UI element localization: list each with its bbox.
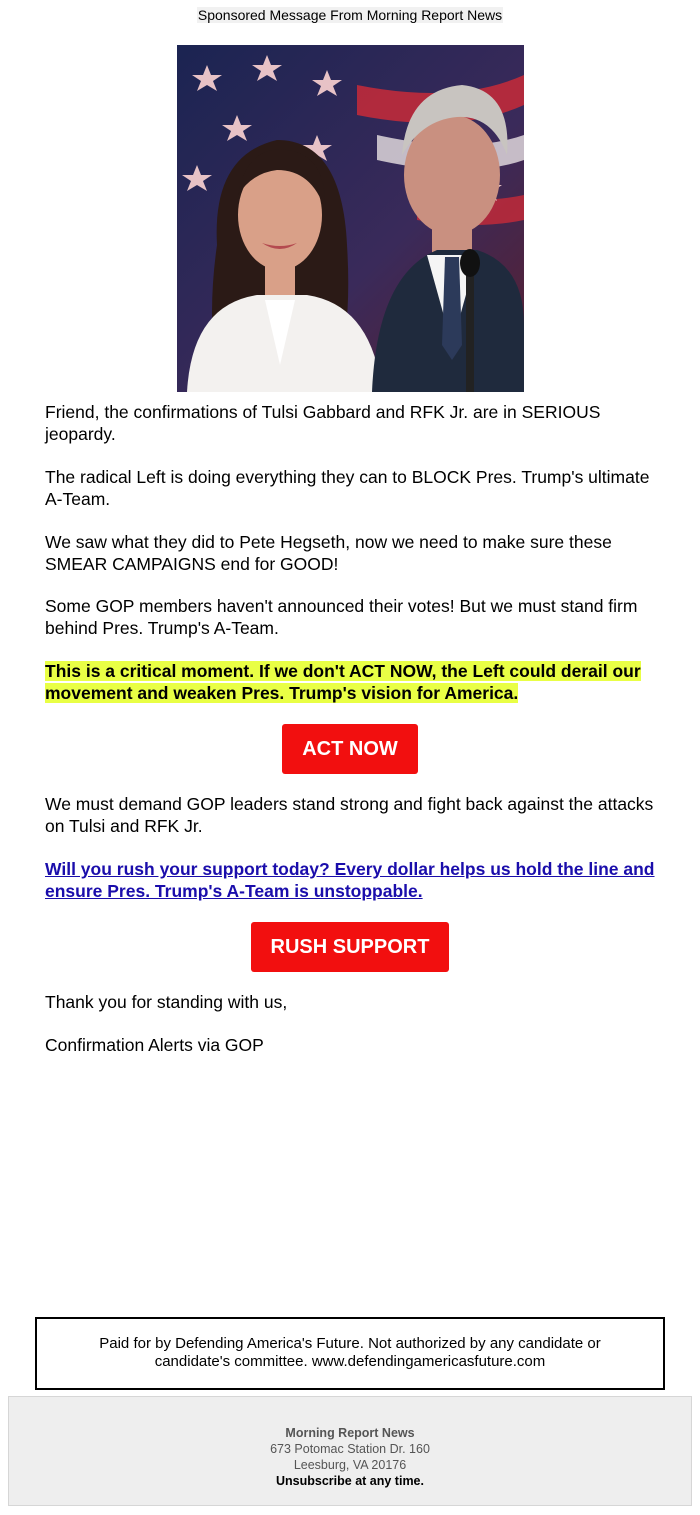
paragraph-critical-moment <box>45 661 665 704</box>
thanks-text: Thank you for standing with us, <box>45 992 288 1012</box>
footer-address-line2: Leesburg, VA 20176 <box>293 1458 407 1472</box>
hero-image[interactable] <box>177 45 524 392</box>
unsubscribe-link[interactable]: Unsubscribe at any time. <box>276 1474 424 1488</box>
footer-address-line1: 673 Potomac Station Dr. 160 <box>270 1442 430 1456</box>
disclaimer-text: Paid for by Defending America's Future. Not authorized by any candidate or candidate's committee. www.defendingamericasfuture.com <box>99 1335 601 1370</box>
signature-text: Confirmation Alerts via GOP <box>45 1035 264 1055</box>
paragraph-demand: We must demand GOP leaders stand strong and fight back against the attacks on Tulsi and RFK Jr. <box>45 794 654 836</box>
sponsor-line: Sponsored Message From Morning Report News <box>197 7 503 23</box>
paragraph-smear: We saw what they did to Pete Hegseth, now we need to make sure these SMEAR CAMPAIGNS end for GOOD! <box>45 532 612 574</box>
paragraph-support <box>45 859 665 902</box>
footer <box>8 1396 692 1506</box>
highlighted-text: This is a critical moment. If we don't ACT NOW, the Left could derail our movement and weaken Pres. Trump's vision for America. <box>45 661 641 703</box>
sponsor-banner <box>0 7 700 24</box>
footer-org-name: Morning Report News <box>285 1426 415 1440</box>
paragraph-intro: Friend, the confirmations of Tulsi Gabbard and RFK Jr. are in SERIOUS jeopardy. <box>45 402 601 444</box>
act-now-button[interactable]: ACT NOW <box>282 724 418 774</box>
paid-for-disclaimer <box>35 1317 665 1390</box>
rush-support-button[interactable]: RUSH SUPPORT <box>251 922 449 972</box>
paragraph-gop-votes: Some GOP members haven't announced their votes! But we must stand firm behind Pres. Trump's A-Team. <box>45 596 638 638</box>
paragraph-left-block: The radical Left is doing everything they can to BLOCK Pres. Trump's ultimate A-Team. <box>45 467 650 509</box>
support-link[interactable]: Will you rush your support today? Every dollar helps us hold the line and ensure Pres. Trump's A-Team is unstoppable. <box>45 859 655 901</box>
